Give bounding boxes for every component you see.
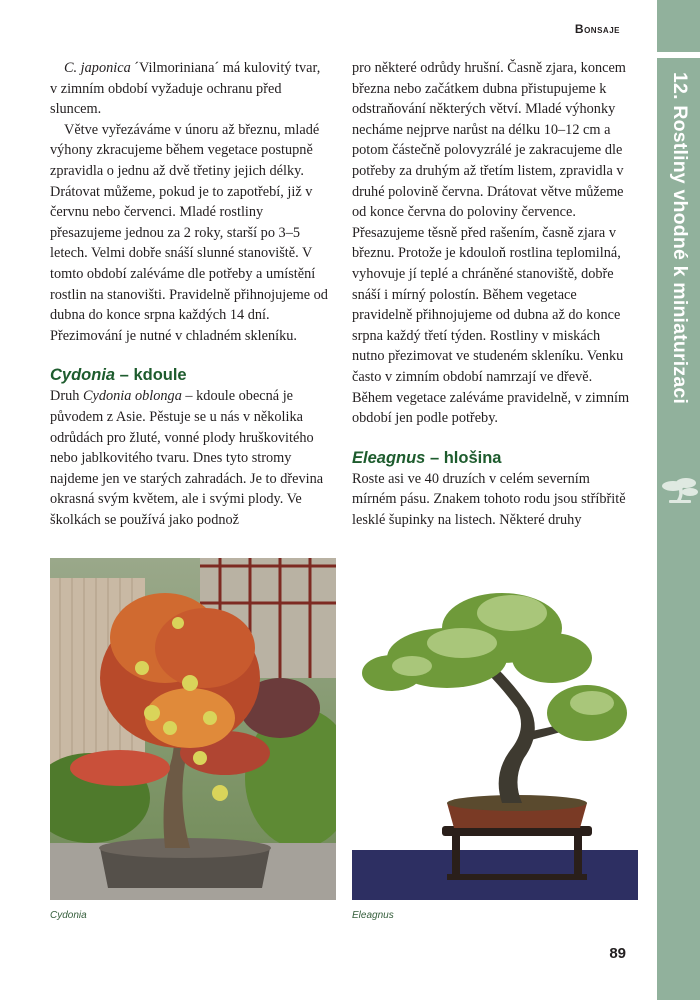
- cydonia-photo: [50, 558, 336, 900]
- chapter-title: 12. Rostliny vhodné k miniaturizaci: [669, 72, 691, 405]
- side-tab-top-block: [657, 0, 700, 52]
- paragraph: pro některé odrůdy hrušní. Časně zjara, koncem března nebo začátkem dubna přistupujeme k odstraňování některých větví. Mladé výhonky necháme nejprve narůst na délku 10–12 cm a potom částečně polovyzrálé je zakracujeme dle potřeby za druhým až třetím listem, zpravidla v druhé polovině června. Drátovat větve můžeme od konce června do poloviny července. Přesazujeme těsně před rašením, časně zjara v březnu. Protože je kdouloň rostlina teplomilná, vyhovuje jí teplé a chráněné stanoviště, dobře snáší i mírný polostín. Během vegetace pravidelně přihnojujeme od dubna až do konce srpna každý třetí týden. Rostliny v miskách nutno přezimovat ve studeném skleníku. Venku často v zimním období namrzají ve dřevě. Během vegetace zaléváme pravidelně, v zimním období jen podle potřeby.: [352, 60, 630, 427]
- paragraph: C. japonica ´Vilmoriniana´ má kulovitý tvar, v zimním období vyžaduje ochranu před sluncem.: [50, 60, 321, 118]
- species-name: Cydonia oblonga: [82, 388, 182, 405]
- bonsai-tree-icon: [659, 472, 699, 512]
- chapter-side-tab: [657, 0, 700, 1000]
- running-header: Bonsaje: [574, 22, 620, 36]
- photo-caption-right: Eleagnus: [352, 910, 394, 921]
- photo-caption-left: Cydonia: [50, 910, 87, 921]
- paragraph: Druh Cydonia oblonga – kdoule obecná je původem z Asie. Pěstuje se u nás v několika odrůdách pro žluté, vonné plody hruškovitého nebo jablkovitého tvaru. Dnes tyto stromy najdeme jen ve starých zahradách. Je to dřevina okrasná svým květem, ale i svými plody. Ve školkách se používá jako podnož: [50, 388, 324, 528]
- eleagnus-photo: [352, 558, 638, 900]
- paragraph: Větve vyřezáváme v únoru až březnu, mladé výhony zkracujeme během vegetace postupně zpravidla o jednu až dvě třetiny jejich délky. Drátovat můžeme, pokud je to zapotřebí, již v červnu nebo červenci. Mladé rostliny přesazujeme jednou za 2 roky, starší po 3–5 letech. Velmi dobře snáší slunné stanoviště. V tomto období zaléváme dle potřeby a umístění rostlin na stanovišti. Pravidelně přihnojujeme od dubna do konce srpna každých 14 dní. Přezimování je nutné v chladném skleníku.: [50, 121, 328, 344]
- species-name: C. japonica: [64, 60, 131, 76]
- section-heading-cydonia: Cydonia – kdoule: [50, 366, 187, 385]
- right-text-column: [352, 58, 632, 530]
- section-heading-eleagnus: Eleagnus – hlošina: [352, 448, 502, 467]
- left-text-column: [50, 58, 330, 530]
- page-number: 89: [609, 945, 626, 962]
- paragraph: Roste asi ve 40 druzích v celém severním mírném pásu. Znakem tohoto rodu jsou stříbřitě lesklé šupinky na listech. Některé druhy: [352, 470, 626, 528]
